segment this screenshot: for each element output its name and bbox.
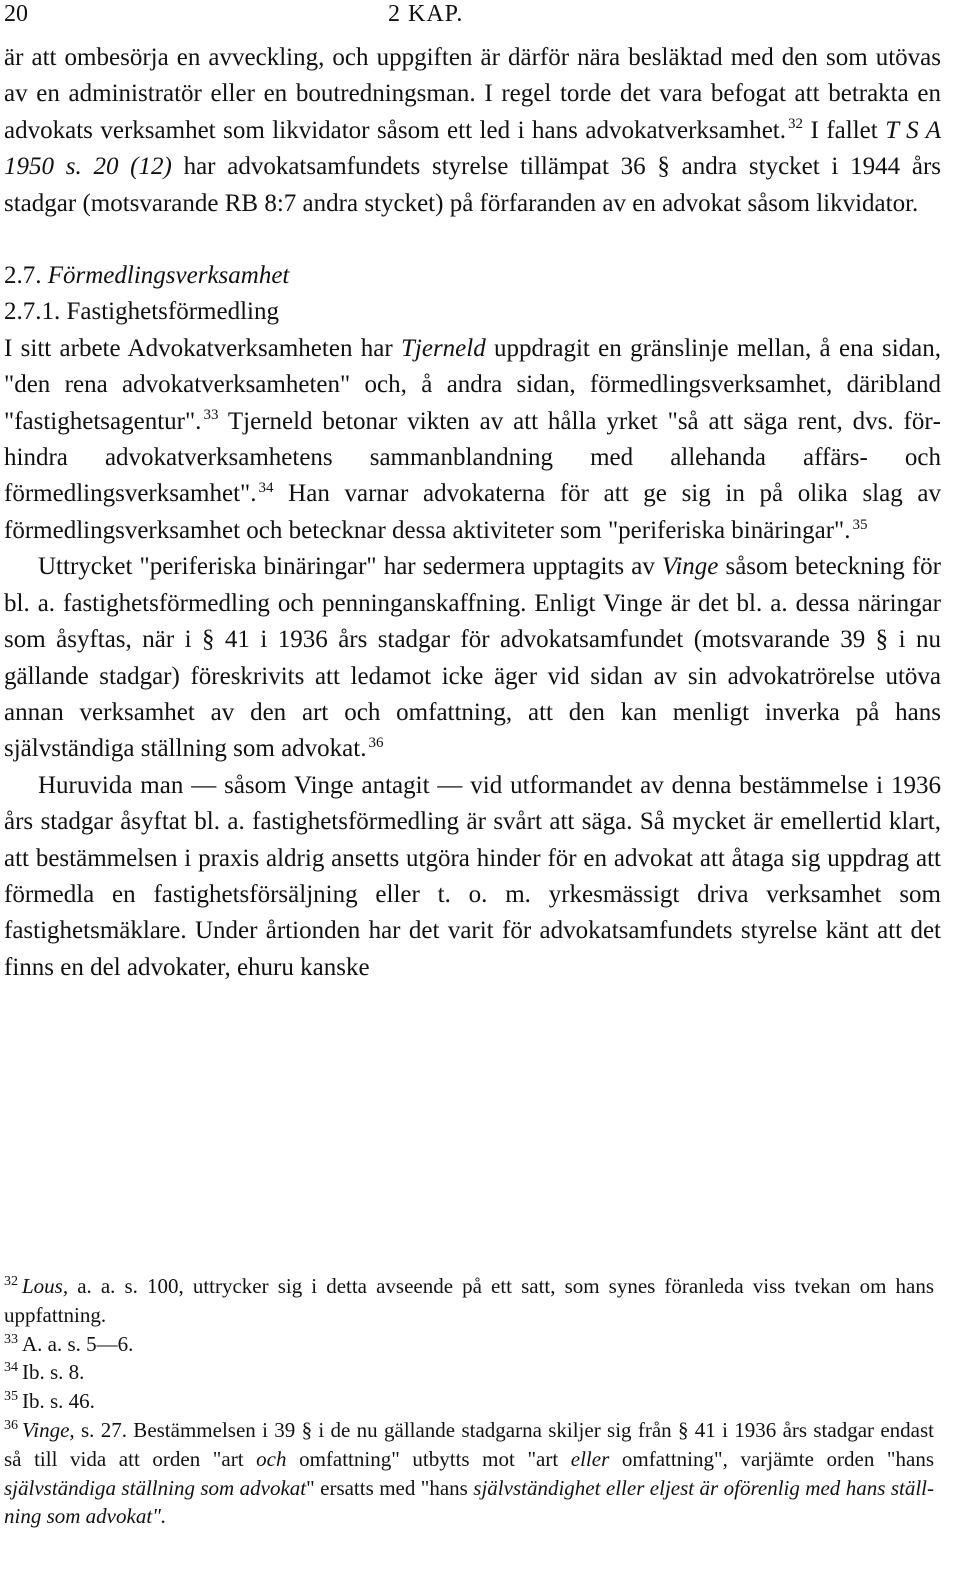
footnote-text: omfattning", varjämte orden "hans — [609, 1446, 934, 1471]
footnote-text: a. a. s. 100, uttrycker sig i detta avseende på ett satt, som synes föranleda viss tvekan om hans uppfattning. — [4, 1274, 934, 1327]
case-reference: T S A 1950 s. 20 (12) — [4, 116, 942, 181]
footnote-32 — [4, 1272, 934, 1330]
running-head: 2 KAP. — [388, 1, 464, 27]
footnote-ref-34: 34 — [258, 480, 274, 497]
section-number: 2.7. — [4, 262, 48, 290]
footnote-33 — [4, 1330, 934, 1359]
para2-text-c: Tjerneld betonar vikten av att hålla yrket "så att säga rent, dvs. förhindra advokatverksamhetens sammanblandning med allehanda affärs- och förmedlingsverksamhet". — [4, 407, 941, 508]
paragraph-huruvida: Huruvida man — såsom Vinge antagit — vid utformandet av denna bestämmelse i 1936 års stadgar åsyftat bl. a. fastighetsförmedling är svårt att säga. Så mycket är emellertid klart, att bestämmelsen i praxis aldrig ansetts utgöra hinder för en advokat att åtaga sig uppdrag att förmedla en fastighetsförsäljning eller t. o. m. yrkesmässigt driva verksamhet som fastighetsmäklare. Under årtionden har det varit för advokatsamfundets styrelse känt att det finns en del advokater, ehuru kanske — [4, 771, 941, 981]
paragraph-tjerneld — [4, 331, 941, 549]
paragraph-vinge — [4, 549, 941, 767]
para2-text-d: Han varnar advokaterna för att ge sig in på olika slag av förmedlingsverksamhet och betecknar dessa aktiviteter som "periferiska binäringar". — [4, 480, 941, 544]
footnotes — [4, 1272, 934, 1531]
footnote-quote-1: självständiga ställning som advokat — [4, 1475, 307, 1500]
author-tjerneld: Tjerneld — [401, 334, 486, 362]
section-title: Förmedlingsverksamhet — [47, 262, 290, 290]
para1-text-b: I fallet — [803, 116, 886, 144]
footnote-36 — [4, 1416, 934, 1531]
footnote-text: A. a. s. 5—6. — [22, 1331, 134, 1356]
footnote-emphasis-eller: eller — [570, 1446, 610, 1471]
para1-text-a: är att ombesörja en avveckling, och uppgiften är därför nära besläktad med den som utövas av en administratör eller en boutredningsman. I regel torde det vara befogat att betrakta en advokats verksamhet som likvidator såsom ett led i hans advokatverksamhet. — [4, 44, 941, 144]
footnote-number: 33 — [4, 1331, 18, 1347]
footnote-text: Ib. s. 46. — [22, 1389, 95, 1414]
para2-text-a: I sitt arbete Advokatverksamheten har — [4, 334, 401, 362]
footnote-text: Ib. s. 8. — [22, 1360, 85, 1385]
page-number: 20 — [4, 1, 28, 27]
footnote-emphasis-och: och — [256, 1446, 287, 1471]
footnote-ref-35: 35 — [852, 516, 868, 533]
footnote-text: s. 27. Bestämmelsen i 39 § i de nu gällande stadgarna skiljer sig från § 41 i 1936 års stadgar endast så till vida att orden "art — [4, 1417, 934, 1471]
footnote-34 — [4, 1358, 934, 1387]
para1-text-c: har advokatsamfundets styrelse tillämpat 36 § andra stycket i 1944 års stadgar (motsvarande RB 8:7 andra stycket) på förfaranden av en advokat såsom likvidator. — [4, 153, 941, 217]
footnote-text: omfattning" utbytts mot "art — [286, 1446, 571, 1471]
footnote-ref-33: 33 — [203, 407, 219, 424]
footnote-number: 34 — [4, 1360, 18, 1376]
footnote-author: Lous, — [22, 1274, 69, 1298]
para3-text-a: Uttrycket "periferiska binäringar" har sedermera upptagits av — [38, 553, 662, 581]
footnote-number: 35 — [4, 1389, 18, 1405]
page-header — [0, 0, 960, 30]
subsection-heading: 2.7.1. Fastighetsförmedling — [4, 298, 279, 326]
footnote-ref-32: 32 — [788, 116, 803, 133]
footnote-text: " ersatts med "hans — [306, 1475, 474, 1500]
paragraph-likvidator — [4, 40, 941, 222]
footnote-number: 36 — [4, 1417, 18, 1433]
body-text — [4, 40, 941, 986]
footnote-number: 32 — [4, 1274, 18, 1289]
author-vinge: Vinge — [661, 553, 719, 581]
para3-text-b: såsom beteckning för bl. a. fastighetsförmedling och penninganskaffning. Enligt Vinge är det bl. a. dessa näringar som åsyftas, när i § 41 i 1936 års stadgar för advokatsamfundet (motsvarande 39 § i nu gällande stadgar) föreskrivits att ledamot icke äger vid sidan av sin advokatrörelse utöva annan verksamhet av den art och omfattning, att den kan menligt inverka på hans självständiga ställning som advokat. — [4, 553, 941, 763]
footnote-ref-36: 36 — [368, 734, 384, 751]
footnote-35 — [4, 1387, 934, 1416]
section-heading — [4, 258, 941, 294]
footnote-author: Vinge, — [22, 1417, 75, 1442]
para2-text-b: uppdragit en gränslinje mellan, å ena sidan, "den rena advokatverksamheten" och, å andra sidan, förmedlingsverksamhet, däribland "fastighetsagentur". — [4, 334, 941, 435]
footnote-quote-2: självständighet eller eljest är oförenlig med hans ställning som advokat". — [4, 1475, 934, 1529]
